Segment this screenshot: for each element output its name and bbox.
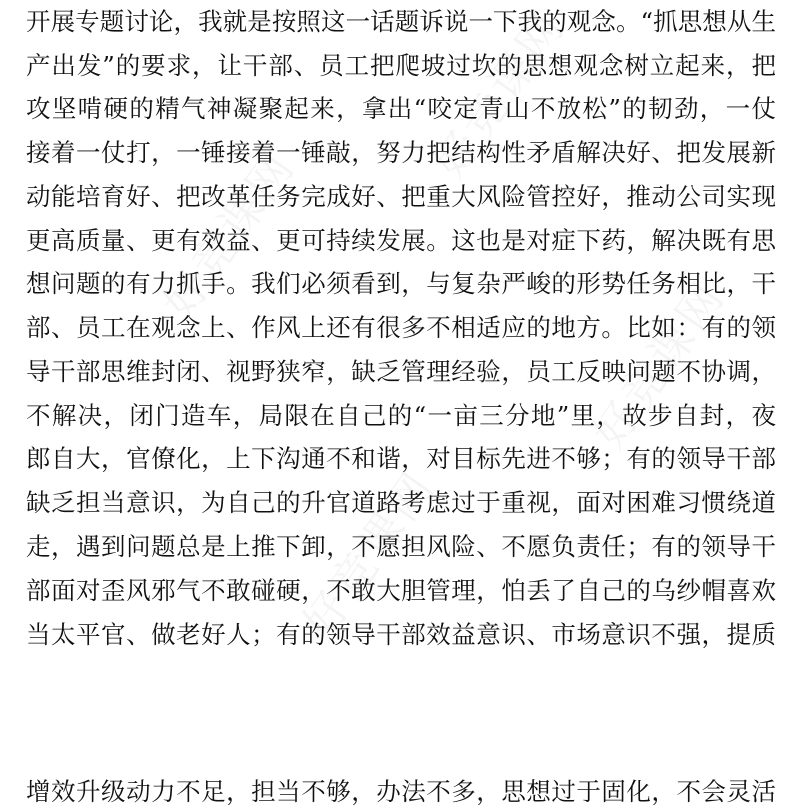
text-line: 缺乏担当意识，为自己的升官道路考虑过于重视，面对困难习惯绕道 (26, 488, 776, 517)
watermark: 好竞课网 (293, 461, 446, 648)
text-line: 攻坚啃硬的精气神凝聚起来，拿出“咬定青山不放松”的韧劲，一仗 (26, 94, 776, 123)
text-line: 不解决，闭门造车，局限在自己的“一亩三分地”里，故步自封，夜 (26, 401, 776, 430)
text-line: 走，遇到问题总是上推下卸，不愿担风险、不愿负责任；有的领导干 (26, 532, 776, 561)
text-line: 更高质量、更有效益、更可持续发展。这也是对症下药，解决既有思 (26, 226, 776, 255)
text-line: 想问题的有力抓手。我们必须看到，与复杂严峻的形势任务相比，干 (26, 269, 776, 298)
watermark: 好竞课网 (583, 271, 736, 458)
text-line: 导干部思维封闭、视野狭窄，缺乏管理经验，员工反映问题不协调， (26, 357, 776, 386)
watermark: 好竞课网 (423, 1, 576, 188)
text-line: 开展专题讨论，我就是按照这一话题诉说一下我的观念。“抓思想从生 (26, 7, 776, 36)
text-line: 部面对歪风邪气不敢碰硬，不敢大胆管理，怕丢了自己的乌纱帽喜欢 (26, 576, 776, 605)
text-line: 产出发”的要求，让干部、员工把爬坡过坎的思想观念树立起来，把 (26, 51, 776, 80)
text-line: 郎自大，官僚化，上下沟通不和谐，对目标先进不够；有的领导干部 (26, 444, 776, 473)
watermark: 好竞课网 (153, 141, 306, 328)
text-line: 接着一仗打，一锤接着一锤敲，努力把结构性矛盾解决好、把发展新 (26, 138, 776, 167)
next-page-partial-line: 增效升级动力不足，担当不够，办法不多，思想过于固化，不会灵活 (26, 777, 776, 806)
text-line: 动能培育好、把改革任务完成好、把重大风险管控好，推动公司实现 (26, 182, 776, 211)
text-line: 当太平官、做老好人；有的领导干部效益意识、市场意识不强，提质 (26, 620, 776, 649)
text-line: 部、员工在观念上、作风上还有很多不相适应的地方。比如：有的领 (26, 313, 776, 342)
